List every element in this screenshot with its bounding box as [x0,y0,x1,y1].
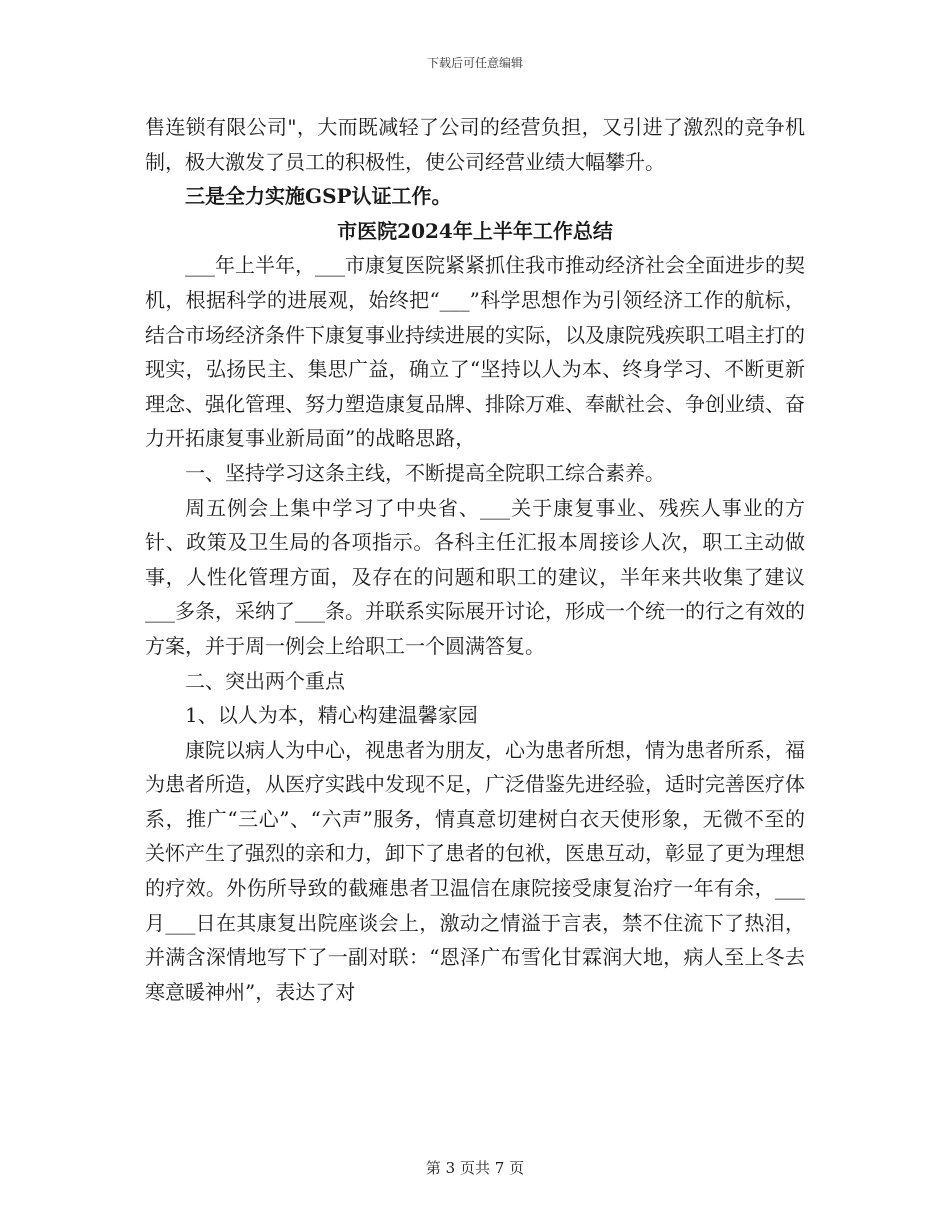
section-heading-two: 二、突出两个重点 [185,668,345,693]
page-footer: 第 3 页共 7 页 [425,1159,525,1177]
document-body [145,110,805,1009]
document-title: 市医院2024年上半年工作总结 [337,218,613,243]
paragraph-intro: ___年上半年，___市康复医院紧紧抓住我市推动经济社会全面进步的契机，根据科学的进展观，始终把“___”科学思想作为引领经济工作的航标，结合市场经济条件下康复事业持续进展的实际，以及康院残疾职工唱主打的现实，弘扬民主、集思广益，确立了“坚持以人为本、终身学习、不断更新理念、强化管理、努力塑造康复品牌、排除万难、奉献社会、争创业绩、奋力开拓康复事业新局面”的战略思路， [145,253,805,451]
paragraph-study: 周五例会上集中学习了中央省、___关于康复事业、残疾人事业的方针、政策及卫生局的各项指示。各科主任汇报本周接诊人次，职工主动做事，人性化管理方面，及存在的问题和职工的建议，半年来共收集了建议___多条，采纳了___条。并联系实际展开讨论，形成一个统一的行之有效的方案，并于周一例会上给职工一个圆满答复。 [145,495,805,658]
paragraph-patient-care: 康院以病人为中心，视患者为朋友，心为患者所想，情为患者所系，福为患者所造，从医疗实践中发现不足，广泛借鉴先进经验，适时完善医疗体系，推广“三心”、“六声”服务，情真意切建树白衣天使形象，无微不至的关怀产生了强烈的亲和力，卸下了患者的包袱，医患互动，彰显了更为理想的疗效。外伤所导致的截瘫患者卫温信在康院接受康复治疗一年有余，___月___日在其康复出院座谈会上，激动之情溢于言表，禁不住流下了热泪，并满含深情地写下了一副对联：“恩泽广布雪化甘霖润大地，病人至上冬去寒意暖神州”，表达了对 [145,737,805,1004]
paragraph-continuation: 售连锁有限公司"，大而既减轻了公司的经营负担，又引进了激烈的竞争机制，极大激发了员工的积极性，使公司经营业绩大幅攀升。 [145,115,805,174]
subheading-one: 1、以人为本，精心构建温馨家园 [185,703,478,728]
section-heading-gsp: 三是全力实施GSP认证工作。 [185,184,452,209]
page-header: 下载后可任意编辑 [426,56,523,70]
section-heading-one: 一、坚持学习这条主线，不断提高全院职工综合素养。 [185,460,665,485]
